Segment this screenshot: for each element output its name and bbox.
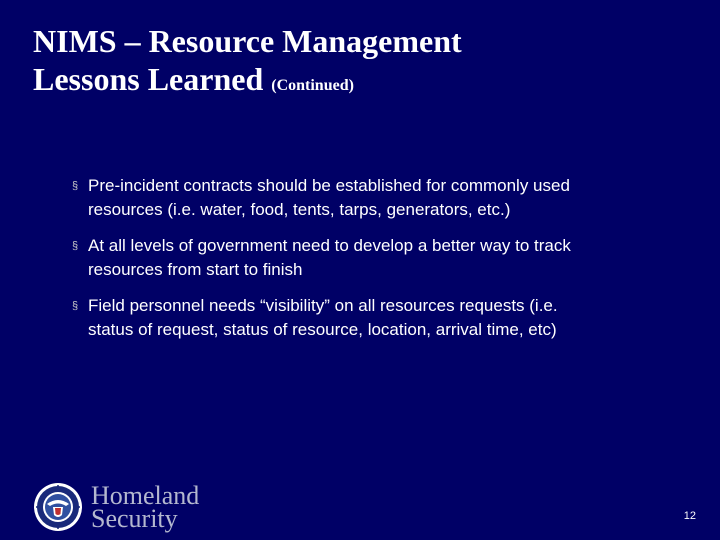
logo-line-2: Security [91,504,178,533]
bullet-text-line-2: resources from start to finish [88,260,303,279]
bullet-item [72,234,682,282]
slide-title [33,22,462,105]
bullet-item [72,294,682,342]
title-line-1: NIMS – Resource Management [33,23,462,59]
logo-line-1: Homeland [91,481,200,510]
bullet-marker: § [72,240,79,252]
bullet-marker: § [72,180,79,192]
logo-wordmark [91,481,200,533]
bullet-text-line-1: At all levels of government need to develop a better way to track [88,236,571,255]
dhs-seal-icon [33,482,83,532]
bullet-text-line-2: resources (i.e. water, food, tents, tarps, generators, etc.) [88,200,511,219]
bullet-list [72,174,682,354]
bullet-marker: § [72,300,79,312]
title-line-2: Lessons Learned [33,61,264,97]
page-number: 12 [683,510,696,522]
bullet-text-line-1: Field personnel needs “visibility” on all resources requests (i.e. [88,296,558,315]
homeland-security-logo [33,482,199,532]
bullet-text-line-1: Pre-incident contracts should be established for commonly used [88,176,570,195]
bullet-text-line-2: status of request, status of resource, location, arrival time, etc) [88,320,557,339]
bullet-item [72,174,682,222]
title-suffix: (Continued) [271,77,354,94]
